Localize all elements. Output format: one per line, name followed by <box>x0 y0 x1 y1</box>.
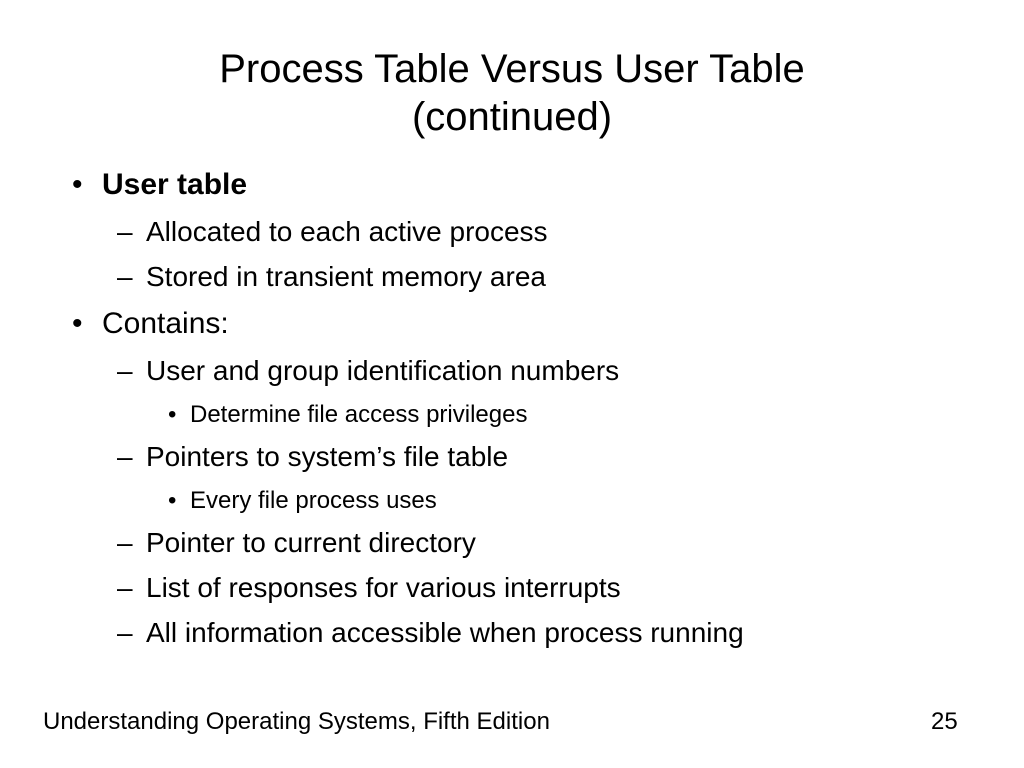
dash-marker: – <box>117 617 133 648</box>
dash-marker: – <box>117 572 133 603</box>
sub-sub-bullet-text: Determine file access privileges <box>190 401 528 428</box>
footer-text: Understanding Operating Systems, Fifth Edition <box>43 708 550 735</box>
bullet-text: Contains: <box>102 307 229 340</box>
bullet-text: User table <box>102 168 248 201</box>
dash-marker: – <box>117 441 133 472</box>
page-number: 25 <box>931 708 958 735</box>
bullet-marker: • <box>72 168 83 201</box>
dash-marker: – <box>117 261 133 292</box>
sub-bullet-text: Pointer to current directory <box>146 527 476 558</box>
sub-sub-bullet-text: Every file process uses <box>190 487 437 514</box>
sub-bullet-text: Pointers to system’s file table <box>146 441 509 472</box>
sub-bullet-text: List of responses for various interrupts <box>146 572 621 603</box>
bullet-marker: • <box>168 487 177 514</box>
bullet-marker: • <box>72 307 83 340</box>
dash-marker: – <box>117 355 133 386</box>
sub-bullet-text: Stored in transient memory area <box>146 261 546 292</box>
sub-bullet-text: Allocated to each active process <box>146 216 548 247</box>
bullet-marker: • <box>168 401 177 428</box>
dash-marker: – <box>117 216 133 247</box>
slide-title-line-1: Process Table Versus User Table <box>219 47 805 91</box>
sub-bullet-text: All information accessible when process running <box>146 617 744 648</box>
dash-marker: – <box>117 527 133 558</box>
sub-bullet-text: User and group identification numbers <box>146 355 620 386</box>
slide-title-line-2: (continued) <box>411 95 613 139</box>
slide-title <box>0 45 1024 141</box>
